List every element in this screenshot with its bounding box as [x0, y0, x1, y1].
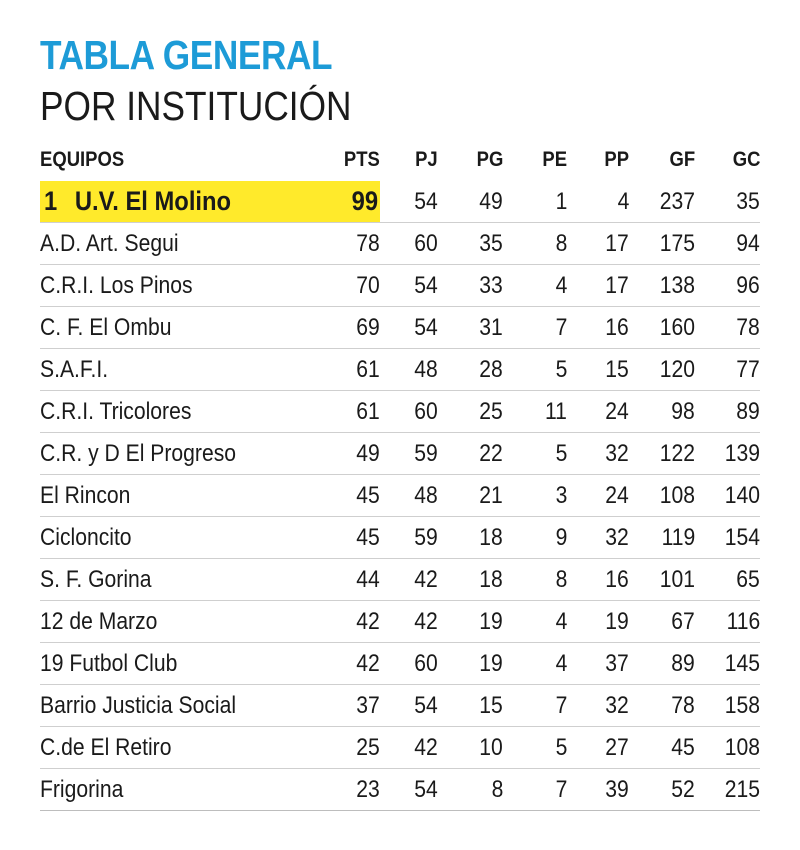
team-name: S. F. Gorina	[40, 565, 152, 593]
pj-cell	[380, 391, 438, 433]
team-name: S.A.F.I.	[40, 355, 109, 383]
pg-value: 18	[479, 523, 503, 551]
pe-cell	[503, 349, 567, 391]
column-header-gc: GC	[732, 148, 760, 171]
gc-value: 158	[724, 691, 760, 719]
pp-value: 4	[617, 187, 629, 215]
pe-value: 3	[555, 481, 567, 509]
gc-cell	[695, 601, 760, 643]
gc-cell	[695, 475, 760, 517]
table-row	[40, 349, 760, 391]
column-header-pg: PG	[476, 148, 503, 171]
column-header-team: EQUIPOS	[40, 148, 125, 171]
pe-value: 4	[555, 607, 567, 635]
gc-value: 94	[736, 229, 760, 257]
gc-cell	[695, 265, 760, 307]
pts-value: 69	[356, 313, 380, 341]
pts-value: 61	[356, 397, 380, 425]
gf-value: 52	[671, 775, 695, 803]
gf-value: 89	[671, 649, 695, 677]
header-row	[40, 139, 760, 181]
table-row	[40, 727, 760, 769]
pts-cell	[320, 517, 380, 559]
team-name-cell	[40, 475, 320, 517]
team-name: Frigorina	[40, 775, 124, 803]
pg-cell	[438, 265, 503, 307]
pg-cell	[438, 727, 503, 769]
pj-value: 48	[414, 481, 438, 509]
pp-value: 37	[605, 649, 629, 677]
table-header	[40, 139, 760, 181]
pp-value: 32	[605, 691, 629, 719]
gf-cell	[629, 559, 695, 601]
team-name: Barrio Justicia Social	[40, 691, 237, 719]
team-name-cell	[40, 307, 320, 349]
gf-value: 45	[671, 733, 695, 761]
pj-value: 54	[414, 313, 438, 341]
gc-value: 116	[726, 607, 760, 635]
rank-number: 1	[44, 186, 58, 216]
pts-cell	[320, 685, 380, 727]
team-name-cell	[40, 181, 320, 223]
team-name: C.R.I. Los Pinos	[40, 271, 193, 299]
pts-cell	[320, 391, 380, 433]
gf-cell	[629, 181, 695, 223]
team-name-cell	[40, 265, 320, 307]
pg-value: 35	[479, 229, 503, 257]
pj-value: 59	[414, 523, 438, 551]
pp-value: 19	[605, 607, 629, 635]
pe-value: 5	[555, 439, 567, 467]
pe-value: 4	[555, 271, 567, 299]
table-row	[40, 265, 760, 307]
gc-value: 89	[736, 397, 760, 425]
pts-cell	[320, 643, 380, 685]
pe-cell	[503, 601, 567, 643]
table-row	[40, 181, 760, 223]
pp-value: 32	[605, 439, 629, 467]
gc-value: 77	[736, 355, 760, 383]
pp-cell	[567, 559, 629, 601]
pj-value: 54	[414, 691, 438, 719]
gc-cell	[695, 181, 760, 223]
team-name: U.V. El Molino	[74, 186, 232, 216]
pe-cell	[503, 517, 567, 559]
pe-cell	[503, 307, 567, 349]
pj-cell	[380, 769, 438, 811]
gc-cell	[695, 223, 760, 265]
team-name-cell	[40, 559, 320, 601]
pg-cell	[438, 475, 503, 517]
gf-value: 98	[671, 397, 695, 425]
pp-value: 39	[605, 775, 629, 803]
team-name-cell	[40, 349, 320, 391]
pts-value: 61	[356, 355, 380, 383]
pj-value: 42	[414, 733, 438, 761]
pts-cell	[320, 559, 380, 601]
gf-cell	[629, 769, 695, 811]
gc-cell	[695, 433, 760, 475]
pg-value: 21	[479, 481, 503, 509]
gc-cell	[695, 769, 760, 811]
pe-cell	[503, 391, 567, 433]
gf-value: 120	[659, 355, 695, 383]
table-row	[40, 643, 760, 685]
gc-value: 145	[724, 649, 760, 677]
pj-cell	[380, 517, 438, 559]
table-row	[40, 433, 760, 475]
team-name: C.R.I. Tricolores	[40, 397, 192, 425]
pj-value: 59	[414, 439, 438, 467]
pg-cell	[438, 559, 503, 601]
pp-value: 16	[605, 565, 629, 593]
column-header-pp: PP	[604, 148, 629, 171]
pe-cell	[503, 769, 567, 811]
pg-cell	[438, 223, 503, 265]
gf-value: 160	[659, 313, 695, 341]
pg-cell	[438, 769, 503, 811]
pe-value: 5	[555, 733, 567, 761]
team-name: C.R. y D El Progreso	[40, 439, 237, 467]
pj-value: 54	[414, 271, 438, 299]
pe-value: 9	[555, 523, 567, 551]
standings-table	[40, 139, 760, 811]
gc-cell	[695, 559, 760, 601]
team-name-cell	[40, 643, 320, 685]
pp-cell	[567, 475, 629, 517]
pts-cell	[320, 475, 380, 517]
pj-cell	[380, 307, 438, 349]
pp-value: 24	[605, 397, 629, 425]
pj-cell	[380, 685, 438, 727]
pj-value: 48	[414, 355, 438, 383]
pp-cell	[567, 391, 629, 433]
team-name-cell	[40, 769, 320, 811]
pj-cell	[380, 349, 438, 391]
gc-cell	[695, 517, 760, 559]
pe-value: 7	[555, 691, 567, 719]
pe-value: 11	[545, 397, 567, 425]
pts-cell	[320, 265, 380, 307]
pe-value: 4	[555, 649, 567, 677]
pg-value: 18	[479, 565, 503, 593]
pg-cell	[438, 433, 503, 475]
gc-value: 139	[724, 439, 760, 467]
pts-cell	[320, 601, 380, 643]
pg-value: 28	[479, 355, 503, 383]
gf-value: 138	[659, 271, 695, 299]
pts-value: 23	[356, 775, 380, 803]
team-name: C.de El Retiro	[40, 733, 172, 761]
pp-cell	[567, 601, 629, 643]
pj-value: 42	[414, 607, 438, 635]
gf-cell	[629, 475, 695, 517]
pg-cell	[438, 643, 503, 685]
table-row	[40, 223, 760, 265]
pts-cell	[320, 727, 380, 769]
pe-value: 7	[555, 775, 567, 803]
pg-cell	[438, 685, 503, 727]
pg-value: 22	[479, 439, 503, 467]
pp-value: 17	[605, 229, 629, 257]
pp-cell	[567, 769, 629, 811]
team-name-cell	[40, 223, 320, 265]
pp-value: 17	[605, 271, 629, 299]
team-name: 12 de Marzo	[40, 607, 158, 635]
pg-value: 10	[479, 733, 503, 761]
gf-cell	[629, 433, 695, 475]
gc-value: 78	[736, 313, 760, 341]
table-row	[40, 769, 760, 811]
gf-value: 237	[659, 187, 695, 215]
pg-cell	[438, 517, 503, 559]
table-row	[40, 307, 760, 349]
pj-cell	[380, 475, 438, 517]
pe-cell	[503, 727, 567, 769]
table-body	[40, 181, 760, 811]
pts-value: 42	[356, 649, 380, 677]
pts-cell	[320, 307, 380, 349]
pj-value: 60	[414, 229, 438, 257]
team-name-cell	[40, 601, 320, 643]
pj-cell	[380, 727, 438, 769]
gf-cell	[629, 517, 695, 559]
gc-cell	[695, 727, 760, 769]
pj-cell	[380, 265, 438, 307]
pg-cell	[438, 307, 503, 349]
team-name: Cicloncito	[40, 523, 132, 551]
pts-cell	[320, 433, 380, 475]
page-title: TABLA GENERAL	[40, 32, 333, 78]
pe-value: 8	[555, 565, 567, 593]
pe-cell	[503, 265, 567, 307]
pg-cell	[438, 601, 503, 643]
pg-cell	[438, 391, 503, 433]
gf-cell	[629, 391, 695, 433]
pe-cell	[503, 559, 567, 601]
team-name-cell	[40, 685, 320, 727]
pp-cell	[567, 727, 629, 769]
pts-value: 42	[356, 607, 380, 635]
pe-cell	[503, 223, 567, 265]
pg-value: 33	[479, 271, 503, 299]
pg-value: 19	[479, 649, 503, 677]
table-row	[40, 517, 760, 559]
pe-cell	[503, 685, 567, 727]
gc-value: 65	[736, 565, 760, 593]
team-name: 19 Futbol Club	[40, 649, 178, 677]
pp-cell	[567, 223, 629, 265]
gc-value: 96	[736, 271, 760, 299]
pj-value: 60	[414, 649, 438, 677]
column-header-pts: PTS	[344, 148, 380, 171]
pp-cell	[567, 433, 629, 475]
column-header-pe: PE	[542, 148, 567, 171]
pe-value: 7	[555, 313, 567, 341]
gc-cell	[695, 391, 760, 433]
gc-value: 35	[736, 187, 760, 215]
pp-cell	[567, 349, 629, 391]
team-name: C. F. El Ombu	[40, 313, 172, 341]
pts-value: 45	[356, 481, 380, 509]
pp-value: 32	[605, 523, 629, 551]
pj-cell	[380, 181, 438, 223]
gf-value: 175	[659, 229, 695, 257]
pj-value: 60	[414, 397, 438, 425]
pts-value: 49	[356, 439, 380, 467]
column-header-gf: GF	[669, 148, 695, 171]
column-header-pj: PJ	[415, 148, 438, 171]
pj-cell	[380, 433, 438, 475]
gc-cell	[695, 349, 760, 391]
pts-cell	[320, 769, 380, 811]
gf-value: 119	[661, 523, 695, 551]
table-row	[40, 685, 760, 727]
gc-value: 108	[724, 733, 760, 761]
pp-value: 27	[605, 733, 629, 761]
gc-value: 140	[724, 481, 760, 509]
pe-value: 1	[555, 187, 567, 215]
team-name: A.D. Art. Segui	[40, 229, 179, 257]
pts-value: 78	[356, 229, 380, 257]
pp-value: 24	[605, 481, 629, 509]
gc-cell	[695, 307, 760, 349]
table-row	[40, 601, 760, 643]
team-name-cell	[40, 391, 320, 433]
pp-cell	[567, 643, 629, 685]
pp-cell	[567, 307, 629, 349]
pj-cell	[380, 223, 438, 265]
pe-cell	[503, 643, 567, 685]
pg-value: 8	[491, 775, 503, 803]
gf-cell	[629, 727, 695, 769]
gf-value: 101	[659, 565, 695, 593]
gf-value: 67	[671, 607, 695, 635]
team-name-cell	[40, 727, 320, 769]
gf-cell	[629, 307, 695, 349]
team-name: El Rincon	[40, 481, 131, 509]
pts-cell	[320, 223, 380, 265]
pp-cell	[567, 517, 629, 559]
pe-value: 8	[555, 229, 567, 257]
pj-value: 54	[414, 187, 438, 215]
pts-value: 44	[356, 565, 380, 593]
pg-cell	[438, 349, 503, 391]
pg-value: 25	[479, 397, 503, 425]
pg-value: 15	[479, 691, 503, 719]
pj-cell	[380, 643, 438, 685]
gc-value: 154	[724, 523, 760, 551]
team-name-cell	[40, 517, 320, 559]
pts-value: 99	[351, 186, 378, 216]
gc-cell	[695, 685, 760, 727]
pg-value: 49	[479, 187, 503, 215]
gf-value: 122	[659, 439, 695, 467]
pts-value: 37	[356, 691, 380, 719]
pp-value: 15	[605, 355, 629, 383]
gf-cell	[629, 349, 695, 391]
pj-value: 54	[414, 775, 438, 803]
pj-value: 42	[414, 565, 438, 593]
table-row	[40, 391, 760, 433]
pj-cell	[380, 559, 438, 601]
page-subtitle: POR INSTITUCIÓN	[40, 83, 352, 129]
pe-value: 5	[555, 355, 567, 383]
pts-value: 25	[356, 733, 380, 761]
gf-value: 108	[659, 481, 695, 509]
pp-cell	[567, 685, 629, 727]
gf-cell	[629, 223, 695, 265]
pe-cell	[503, 475, 567, 517]
pts-value: 45	[356, 523, 380, 551]
pj-cell	[380, 601, 438, 643]
gc-value: 215	[724, 775, 760, 803]
pe-cell	[503, 433, 567, 475]
pts-cell	[320, 181, 380, 223]
gf-value: 78	[671, 691, 695, 719]
pp-cell	[567, 181, 629, 223]
gf-cell	[629, 265, 695, 307]
pp-value: 16	[605, 313, 629, 341]
gf-cell	[629, 601, 695, 643]
pts-value: 70	[356, 271, 380, 299]
gf-cell	[629, 643, 695, 685]
pts-cell	[320, 349, 380, 391]
pe-cell	[503, 181, 567, 223]
pg-cell	[438, 181, 503, 223]
pg-value: 19	[479, 607, 503, 635]
gc-cell	[695, 643, 760, 685]
gf-cell	[629, 685, 695, 727]
pp-cell	[567, 265, 629, 307]
team-name-cell	[40, 433, 320, 475]
pg-value: 31	[479, 313, 503, 341]
table-row	[40, 559, 760, 601]
table-row	[40, 475, 760, 517]
